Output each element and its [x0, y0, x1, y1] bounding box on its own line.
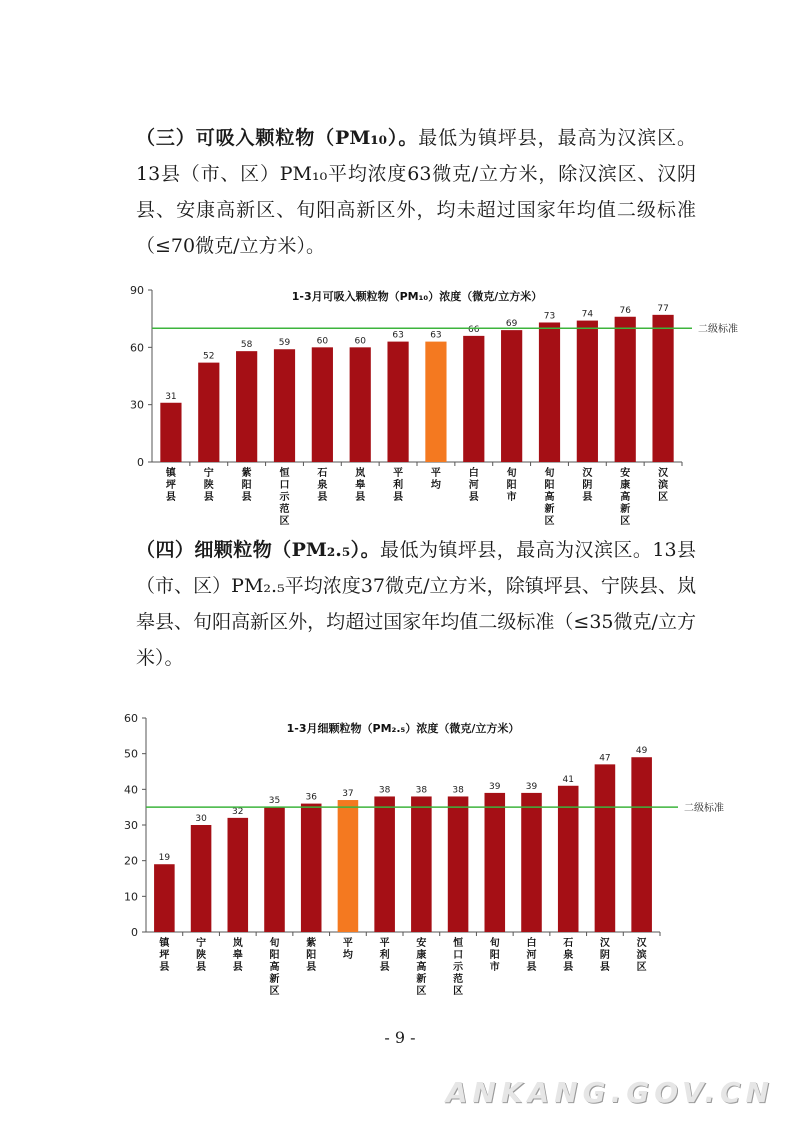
x-tick-label: 旬阳市 [506, 468, 517, 503]
data-label: 52 [203, 351, 215, 362]
x-tick-label: 镇坪县 [165, 468, 176, 503]
data-label: 60 [354, 336, 366, 347]
x-tick-label: 紫阳县 [306, 938, 317, 973]
data-label: 37 [342, 789, 354, 800]
pm10-heading: （三）可吸入颗粒物（PM₁₀）。 [136, 127, 419, 149]
data-label: 38 [452, 785, 464, 796]
x-tick-label: 平均 [342, 938, 353, 961]
bar [631, 757, 652, 932]
data-label: 63 [392, 330, 404, 341]
bar [301, 804, 322, 932]
x-tick-label: 汉滨区 [658, 468, 669, 503]
pm25-paragraph [136, 532, 696, 676]
x-tick-label: 宁陕县 [203, 468, 214, 503]
pm10-chart-svg [100, 278, 740, 527]
y-tick-label: 0 [137, 456, 144, 469]
bar [521, 793, 542, 932]
x-tick-label: 石泉县 [563, 938, 574, 973]
y-tick-label: 30 [130, 398, 144, 412]
bar [615, 317, 636, 462]
x-tick-label: 旬阳高新区 [269, 938, 280, 997]
bar [236, 351, 257, 462]
standard-line-label: 二级标准 [684, 803, 724, 815]
chart-title: 1-3月可吸入颗粒物（PM₁₀）浓度（微克/立方米） [291, 290, 543, 303]
data-label: 32 [232, 806, 244, 817]
data-label: 36 [305, 792, 317, 803]
data-label: 49 [635, 746, 648, 757]
pm25-chart-svg [100, 708, 740, 997]
bar [448, 796, 469, 932]
page-number: - 9 - [384, 1028, 416, 1047]
y-tick-label: 0 [131, 926, 138, 939]
x-tick-label: 安康高新区 [620, 468, 631, 527]
data-label: 19 [158, 853, 171, 864]
x-tick-label: 平均 [430, 468, 441, 491]
bar [387, 342, 408, 462]
x-tick-label: 汉阴县 [582, 468, 593, 503]
x-tick-label: 白河县 [468, 468, 479, 503]
y-tick-label: 50 [124, 747, 138, 761]
y-tick-label: 20 [124, 854, 138, 868]
bar [160, 403, 181, 462]
x-tick-label: 安康高新区 [416, 938, 427, 997]
y-tick-label: 40 [124, 783, 138, 797]
data-label: 73 [543, 311, 556, 322]
data-label: 76 [619, 305, 631, 316]
bar [191, 825, 212, 932]
bar [154, 864, 175, 932]
y-tick-label: 30 [124, 819, 138, 832]
data-label: 38 [415, 785, 428, 796]
average-bar [338, 800, 359, 932]
bar [312, 347, 333, 462]
x-tick-label: 旬阳高新区 [544, 468, 555, 527]
x-tick-label: 平利县 [393, 468, 404, 503]
bar [595, 764, 616, 932]
data-label: 63 [430, 330, 442, 341]
bar [652, 315, 673, 462]
x-tick-label: 岚皋县 [355, 468, 366, 503]
y-tick-label: 60 [130, 341, 144, 355]
pm25-chart [100, 708, 740, 997]
data-label: 39 [489, 781, 501, 792]
bar [411, 796, 432, 932]
data-label: 60 [316, 336, 329, 347]
x-tick-label: 平利县 [379, 938, 390, 973]
data-label: 39 [525, 781, 538, 792]
site-watermark: ANKANG.GOV.CN [445, 1076, 774, 1109]
x-tick-label: 石泉县 [317, 468, 328, 503]
data-label: 35 [268, 796, 281, 807]
standard-line-label: 二级标准 [698, 324, 738, 336]
y-tick-label: 60 [124, 712, 138, 725]
pm25-heading: （四）细颗粒物（PM₂.₅）。 [136, 539, 381, 561]
chart-title: 1-3月细颗粒物（PM₂.₅）浓度（微克/立方米） [286, 722, 520, 735]
x-tick-label: 宁陕县 [196, 938, 207, 973]
x-tick-label: 旬阳市 [489, 938, 500, 973]
data-label: 59 [278, 338, 291, 349]
data-label: 31 [165, 391, 177, 402]
data-label: 69 [505, 319, 518, 330]
bar [485, 793, 506, 932]
data-label: 58 [240, 340, 253, 351]
average-bar [425, 342, 446, 462]
bar [350, 347, 371, 462]
data-label: 47 [599, 753, 611, 764]
bar [577, 321, 598, 462]
bar [264, 807, 285, 932]
x-tick-label: 恒口示范区 [453, 938, 464, 997]
pm10-chart [100, 278, 740, 527]
x-tick-label: 汉阴县 [599, 938, 610, 973]
y-tick-label: 10 [124, 890, 138, 904]
bar [274, 349, 295, 462]
pm10-body: 最低为镇坪县，最高为汉滨区。13县（市、区）PM₁₀平均浓度63微克/立方米，除汉滨区、汉阴县、安康高新区、旬阳高新区外，均未超过国家年均值二级标准（≤70微克/立方米）。 [136, 127, 696, 257]
data-label: 74 [581, 309, 594, 320]
x-tick-label: 汉滨区 [636, 938, 647, 973]
bar [463, 336, 484, 462]
data-label: 77 [657, 303, 669, 314]
bar [228, 818, 249, 932]
data-label: 30 [195, 814, 207, 824]
x-tick-label: 恒口示范区 [279, 468, 290, 527]
bar [198, 363, 219, 462]
data-label: 38 [378, 785, 391, 796]
bar [374, 796, 395, 932]
bar [539, 322, 560, 462]
data-label: 66 [468, 324, 480, 335]
pm25-body: 最低为镇坪县，最高为汉滨区。13县（市、区）PM₂.₅平均浓度37微克/立方米，除镇坪县、宁陕县、岚皋县、旬阳高新区外，均超过国家年均值二级标准（≤35微克/立方米）。 [136, 539, 696, 669]
x-tick-label: 岚皋县 [232, 938, 243, 973]
y-tick-label: 90 [130, 284, 144, 297]
data-label: 41 [562, 774, 574, 785]
pm10-paragraph [136, 120, 696, 264]
x-tick-label: 白河县 [526, 938, 537, 973]
bar [501, 330, 522, 462]
x-tick-label: 镇坪县 [159, 938, 170, 973]
x-tick-label: 紫阳县 [241, 468, 252, 503]
